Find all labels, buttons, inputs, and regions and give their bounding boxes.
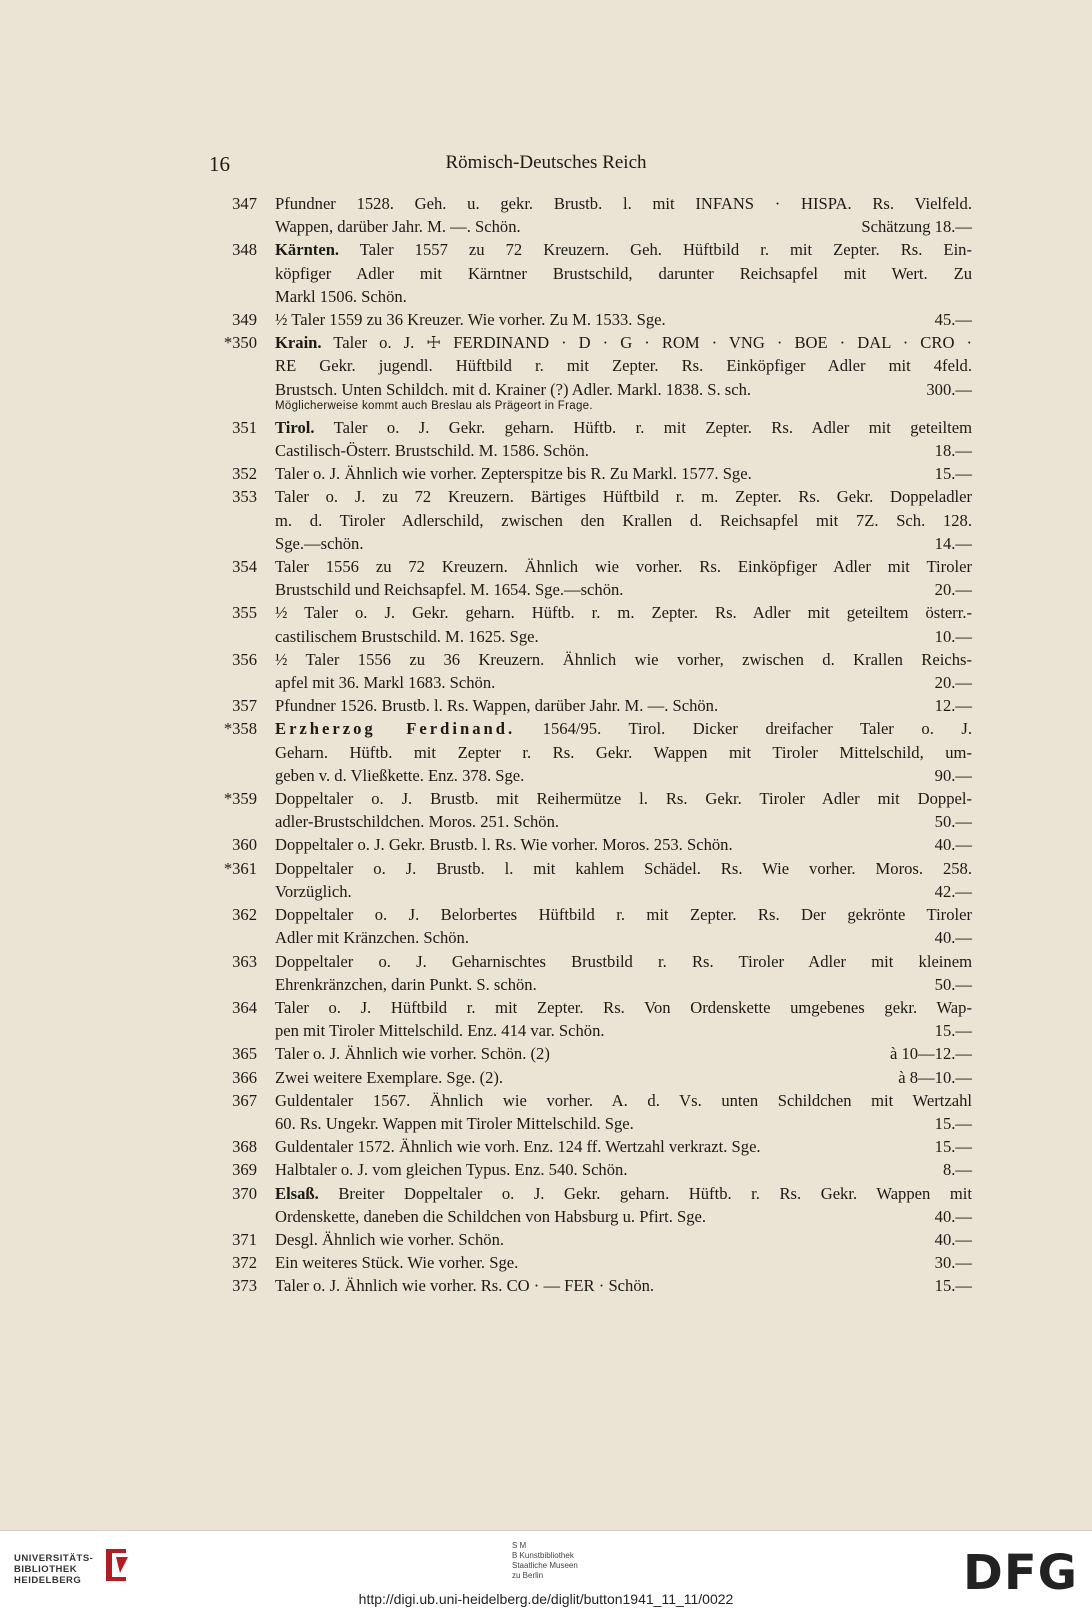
entry-heading: Elsaß. [275, 1183, 319, 1203]
page-title: Römisch-Deutsches Reich [445, 152, 647, 173]
entry-number: 360 [232, 835, 257, 855]
catalog-entry [0, 416, 1092, 462]
entry-number: 370 [232, 1183, 257, 1203]
entry-last-line: Taler o. J. Ähnlich wie vorher. Rs. CO · — FER · Schön. 15.— [275, 1274, 972, 1297]
entry-last-line: Halbtaler o. J. vom gleichen Typus. Enz. 540. Schön. 8.— [275, 1158, 972, 1181]
footer-bar [0, 1530, 1092, 1611]
entry-text [275, 238, 972, 308]
entry-heading: Tirol. [275, 417, 315, 437]
entry-price: 15.— [934, 464, 972, 484]
entry-text [275, 903, 972, 949]
entry-last-line: Guldentaler 1572. Ähnlich wie vorh. Enz. 124 ff. Wertzahl verkrazt. Sge. 15.— [275, 1135, 972, 1158]
entry-text [275, 833, 972, 856]
dfg-logo[interactable]: DFG [962, 1545, 1078, 1601]
university-library-logo-icon [100, 1545, 134, 1585]
entry-text [275, 1089, 972, 1135]
catalog-entry [0, 1042, 1092, 1065]
catalog-entry [0, 1089, 1092, 1135]
entry-price: 50.— [934, 974, 972, 994]
entry-last-line: pen mit Tiroler Mittelschild. Enz. 414 var. Schön. 15.— [275, 1019, 972, 1042]
entry-text [275, 1228, 972, 1251]
entry-text [275, 416, 972, 462]
entry-last-line: Zwei weitere Exemplare. Sge. (2). à 8—10.— [275, 1066, 972, 1089]
catalog-entry [0, 1135, 1092, 1158]
entry-line: Taler o. J. zu 72 Kreuzern. Bärtiges Hüftbild r. m. Zepter. Rs. Gekr. Doppeladler [275, 487, 972, 507]
entry-number: 371 [232, 1229, 257, 1249]
entry-price: 15.— [934, 1276, 972, 1296]
entry-line: Kärnten. Taler 1557 zu 72 Kreuzern. Geh. Hüftbild r. mit Zepter. Rs. Ein- [275, 240, 972, 260]
entry-last-line: Ehrenkränzchen, darin Punkt. S. schön. 50.— [275, 973, 972, 996]
entry-line: Taler 1556 zu 72 Kreuzern. Ähnlich wie vorher. Rs. Einköpfiger Adler mit Tiroler [275, 557, 972, 577]
entry-last-line: castilischem Brustschild. M. 1625. Sge. 10.— [275, 625, 972, 648]
entry-text [275, 857, 972, 903]
entry-line: Elsaß. Breiter Doppeltaler o. J. Gekr. geharn. Hüftb. r. Rs. Gekr. Wappen mit [275, 1183, 972, 1203]
entry-line: Doppeltaler o. J. Brustb. mit Reihermütze l. Rs. Gekr. Tiroler Adler mit Doppel- [275, 789, 972, 809]
catalog-entry [0, 485, 1092, 555]
entry-number: 364 [232, 997, 257, 1017]
entry-number: 366 [232, 1067, 257, 1087]
catalog-entry [0, 462, 1092, 485]
entry-line: Doppeltaler o. J. Brustb. l. mit kahlem Schädel. Rs. Wie vorher. Moros. 258. [275, 858, 972, 878]
entry-number: 362 [232, 905, 257, 925]
entry-number: 349 [232, 310, 257, 330]
entry-text [275, 694, 972, 717]
entry-line: ½ Taler 1556 zu 36 Kreuzern. Ähnlich wie vorher, zwischen d. Krallen Reichs- [275, 649, 972, 669]
entry-heading: Krain. [275, 333, 322, 353]
catalog-entry [0, 903, 1092, 949]
catalog-entry [0, 787, 1092, 833]
entry-line: Doppeltaler o. J. Belorbertes Hüftbild r. mit Zepter. Rs. Der gekrönte Tiroler [275, 905, 972, 925]
catalog-entry [0, 1182, 1092, 1228]
entry-text [275, 555, 972, 601]
entry-number: 348 [232, 240, 257, 260]
entry-price: 8.— [942, 1160, 972, 1180]
entry-line: Geharn. Hüftb. mit Zepter r. Rs. Gekr. Wappen mit Tiroler Mittelschild, um- [275, 742, 972, 762]
catalog-entry [0, 1274, 1092, 1297]
entry-price: 50.— [934, 812, 972, 832]
catalog-entry [0, 192, 1092, 238]
entry-price: 20.— [934, 580, 972, 600]
catalog-entry [0, 996, 1092, 1042]
entry-last-line: Brustsch. Unten Schildch. mit d. Krainer (?) Adler. Markl. 1838. S. sch. 300.— [275, 378, 972, 401]
entry-text [275, 996, 972, 1042]
running-head [0, 148, 1092, 178]
entry-price: 45.— [934, 310, 972, 330]
catalog-entry [0, 717, 1092, 787]
entry-text [275, 1251, 972, 1274]
entry-price: 10.— [934, 626, 972, 646]
catalog-entry [0, 857, 1092, 903]
entry-line: Doppeltaler o. J. Geharnischtes Brustbild r. Rs. Tiroler Adler mit kleinem [275, 951, 972, 971]
catalog-entry [0, 648, 1092, 694]
entry-line: m. d. Tiroler Adlerschild, zwischen den Krallen d. Reichsapfel mit 7Z. Sch. 128. [275, 510, 972, 530]
entry-last-line: Doppeltaler o. J. Gekr. Brustb. l. Rs. Wie vorher. Moros. 253. Schön. 40.— [275, 833, 972, 856]
museum-logo-text[interactable]: S M B Kunstbibliothek Staatliche Museen zu Berlin [512, 1541, 578, 1580]
entry-line: Erzherzog Ferdinand. 1564/95. Tirol. Dicker dreifacher Taler o. J. [275, 719, 973, 739]
entry-last-line: apfel mit 36. Markl 1683. Schön. 20.— [275, 671, 972, 694]
entry-text [275, 601, 972, 647]
entry-number: 357 [232, 696, 257, 716]
catalog-entry [0, 1251, 1092, 1274]
entry-text [275, 1042, 972, 1065]
entry-text [275, 485, 972, 555]
entry-price: à 10—12.— [889, 1044, 972, 1064]
entry-last-line: Wappen, darüber Jahr. M. —. Schön. Schätzung 18.— [275, 215, 972, 238]
entry-line: Tirol. Taler o. J. Gekr. geharn. Hüftb. r. mit Zepter. Rs. Adler mit geteiltem [275, 417, 972, 437]
entry-price: à 8—10.— [898, 1067, 972, 1087]
catalog-entry [0, 1066, 1092, 1089]
entry-text [275, 787, 972, 833]
entry-number: 363 [232, 951, 257, 971]
entry-price: 15.— [934, 1137, 972, 1157]
entry-text [275, 1182, 972, 1228]
catalog-entry [0, 950, 1092, 996]
catalog-entry [0, 694, 1092, 717]
entry-line: Pfundner 1528. Geh. u. gekr. Brustb. l. mit INFANS · HISPA. Rs. Vielfeld. [275, 194, 972, 213]
page-number: 16 [209, 152, 230, 176]
entry-line: RE Gekr. jugendl. Hüftbild r. mit Zepter. Rs. Einköpfiger Adler mit 4feld. [275, 356, 972, 376]
entry-last-line: Pfundner 1526. Brustb. l. Rs. Wappen, darüber Jahr. M. —. Schön. 12.— [275, 694, 972, 717]
entry-number: 353 [232, 487, 257, 507]
entry-last-line: adler-Brustschildchen. Moros. 251. Schön. 50.— [275, 810, 972, 833]
entry-price: 42.— [934, 881, 972, 901]
entry-line: köpfiger Adler mit Kärntner Brustschild, darunter Reichsapfel mit Wert. Zu [275, 263, 972, 283]
entry-last-line: Ein weiteres Stück. Wie vorher. Sge. 30.— [275, 1251, 972, 1274]
entry-text [275, 717, 972, 787]
entry-number: 367 [232, 1090, 257, 1110]
entry-text [275, 950, 972, 996]
catalog-entry [0, 331, 1092, 413]
entry-last-line: ½ Taler 1559 zu 36 Kreuzer. Wie vorher. Zu M. 1533. Sge. 45.— [275, 308, 972, 331]
entry-price: 12.— [934, 696, 972, 716]
entry-number: 365 [232, 1044, 257, 1064]
entry-price: 300.— [926, 379, 972, 399]
entry-number: 369 [232, 1160, 257, 1180]
entry-price: 90.— [934, 765, 972, 785]
catalog-entry [0, 238, 1092, 308]
entry-price: 20.— [934, 673, 972, 693]
entry-heading: Erzherzog Ferdinand. [275, 719, 516, 739]
catalog-entry [0, 555, 1092, 601]
entry-number: *359 [223, 789, 257, 809]
entry-text [275, 648, 972, 694]
entry-text [275, 1135, 972, 1158]
entry-last-line: Taler o. J. Ähnlich wie vorher. Schön. (2) à 10—12.— [275, 1042, 972, 1065]
entry-number: 368 [232, 1137, 257, 1157]
entry-number: *361 [223, 858, 257, 878]
catalog-entry [0, 833, 1092, 856]
entry-number: 352 [232, 464, 257, 484]
catalog-entry [0, 1228, 1092, 1251]
entry-price: 18.— [934, 441, 972, 461]
entry-price: Schätzung 18.— [861, 217, 972, 237]
entry-last-line: Vorzüglich. 42.— [275, 880, 972, 903]
entry-last-line: 60. Rs. Ungekr. Wappen mit Tiroler Mittelschild. Sge. 15.— [275, 1112, 972, 1135]
entry-number: 372 [232, 1253, 257, 1273]
entry-line: Taler o. J. Hüftbild r. mit Zepter. Rs. Von Ordenskette umgebenes gekr. Wap- [275, 997, 972, 1017]
entry-text [275, 1274, 972, 1297]
entry-last-line: Ordenskette, daneben die Schildchen von Habsburg u. Pfirt. Sge. 40.— [275, 1205, 972, 1228]
entry-last-line: Brustschild und Reichsapfel. M. 1654. Sge.—schön. 20.— [275, 578, 972, 601]
entry-text [275, 462, 972, 485]
entry-note: Möglicherweise kommt auch Breslau als Prägeort in Frage. [275, 399, 593, 412]
entry-number: 347 [232, 194, 257, 213]
entry-last-line: Markl 1506. Schön. [275, 286, 407, 306]
entry-number: *350 [223, 333, 257, 353]
entry-last-line: Sge.—schön. 14.— [275, 532, 972, 555]
entry-number: 354 [232, 557, 257, 577]
entry-text [275, 192, 972, 238]
entry-price: 40.— [934, 928, 972, 948]
entry-number: 351 [232, 417, 257, 437]
entry-price: 40.— [934, 835, 972, 855]
catalog-entry [0, 601, 1092, 647]
entry-number: 356 [232, 649, 257, 669]
entry-number: *358 [223, 719, 257, 739]
entry-price: 30.— [934, 1253, 972, 1273]
entry-text [275, 1158, 972, 1181]
source-url[interactable]: http://digi.ub.uni-heidelberg.de/diglit/button1941_11_11/0022 [358, 1591, 734, 1607]
entry-price: 40.— [934, 1229, 972, 1249]
catalog-entries [0, 192, 1092, 1298]
entry-last-line: Taler o. J. Ähnlich wie vorher. Zepterspitze bis R. Zu Markl. 1577. Sge. 15.— [275, 462, 972, 485]
entry-line: Guldentaler 1567. Ähnlich wie vorher. A. d. Vs. unten Schildchen mit Wertzahl [275, 1090, 972, 1110]
entry-price: 15.— [934, 1113, 972, 1133]
catalog-entry [0, 308, 1092, 331]
entry-text [275, 308, 972, 331]
entry-text [275, 1066, 972, 1089]
entry-price: 14.— [934, 533, 972, 553]
entry-price: 40.— [934, 1206, 972, 1226]
entry-last-line: Castilisch-Österr. Brustschild. M. 1586. Schön. 18.— [275, 439, 972, 462]
entry-last-line: geben v. d. Vließkette. Enz. 378. Sge. 90.— [275, 764, 972, 787]
entry-heading: Kärnten. [275, 240, 340, 260]
entry-number: 355 [232, 603, 257, 623]
entry-price: 15.— [934, 1021, 972, 1041]
entry-line: ½ Taler o. J. Gekr. geharn. Hüftb. r. m. Zepter. Rs. Adler mit geteiltem österr.- [275, 603, 972, 623]
university-library-logo-text[interactable]: UNIVERSITÄTS- BIBLIOTHEK HEIDELBERG [14, 1553, 94, 1586]
catalog-entry [0, 1158, 1092, 1181]
entry-last-line: Desgl. Ähnlich wie vorher. Schön. 40.— [275, 1228, 972, 1251]
entry-last-line: Adler mit Kränzchen. Schön. 40.— [275, 926, 972, 949]
entry-number: 373 [232, 1276, 257, 1296]
entry-line: Krain. Taler o. J. ☩ FERDINAND · D · G · ROM · VNG · BOE · DAL · CRO · [275, 333, 972, 353]
entry-text [275, 331, 972, 413]
